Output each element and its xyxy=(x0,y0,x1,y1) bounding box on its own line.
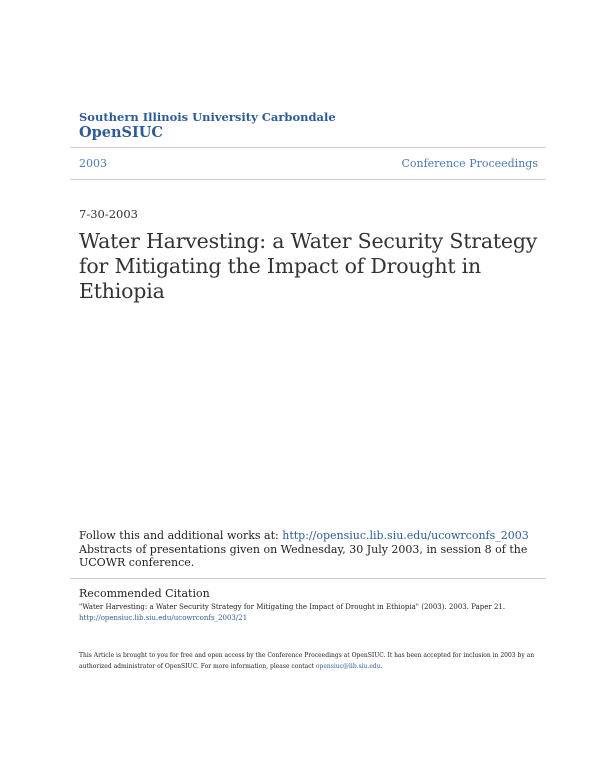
divider-top xyxy=(70,147,546,148)
abstract-note: Abstracts of presentations given on Wednesday, 30 July 2003, in session 8 of the UCOWR conference. xyxy=(79,542,528,569)
publication-date: 7-30-2003 xyxy=(79,207,138,221)
notice-end: . xyxy=(380,663,383,670)
document-title: Water Harvesting: a Water Security Strategy for Mitigating the Impact of Drought in Ethiopia xyxy=(79,229,538,303)
follow-url-link[interactable]: http://opensiuc.lib.siu.edu/ucowrconfs_2003 xyxy=(282,529,529,542)
divider-citation xyxy=(70,578,546,579)
recommended-citation-heading: Recommended Citation xyxy=(79,587,210,600)
follow-prefix: Follow this and additional works at: xyxy=(79,529,283,542)
access-notice xyxy=(79,650,549,672)
divider-bottom xyxy=(70,179,546,180)
notice-text: This Article is brought to you for free and open access by the Conference Proceedings at OpenSIUC. It has been accepted for inclusion in 2003 by an authorized administrator of OpenSIUC. For more information, please contact xyxy=(79,652,535,670)
citation-block xyxy=(79,602,549,624)
repository-name[interactable]: OpenSIUC xyxy=(79,124,163,141)
citation-text: "Water Harvesting: a Water Security Strategy for Mitigating the Impact of Drought in Ethiopia" (2003). 2003. Paper 21. xyxy=(79,603,506,611)
follow-block xyxy=(79,529,549,570)
contact-email-link[interactable]: opensiuc@lib.siu.edu xyxy=(315,663,381,670)
collection-link[interactable]: Conference Proceedings xyxy=(401,157,538,170)
citation-url-link[interactable]: http://opensiuc.lib.siu.edu/ucowrconfs_2003/21 xyxy=(79,614,248,622)
year-link[interactable]: 2003 xyxy=(79,157,107,170)
university-name[interactable]: Southern Illinois University Carbondale xyxy=(79,110,336,124)
